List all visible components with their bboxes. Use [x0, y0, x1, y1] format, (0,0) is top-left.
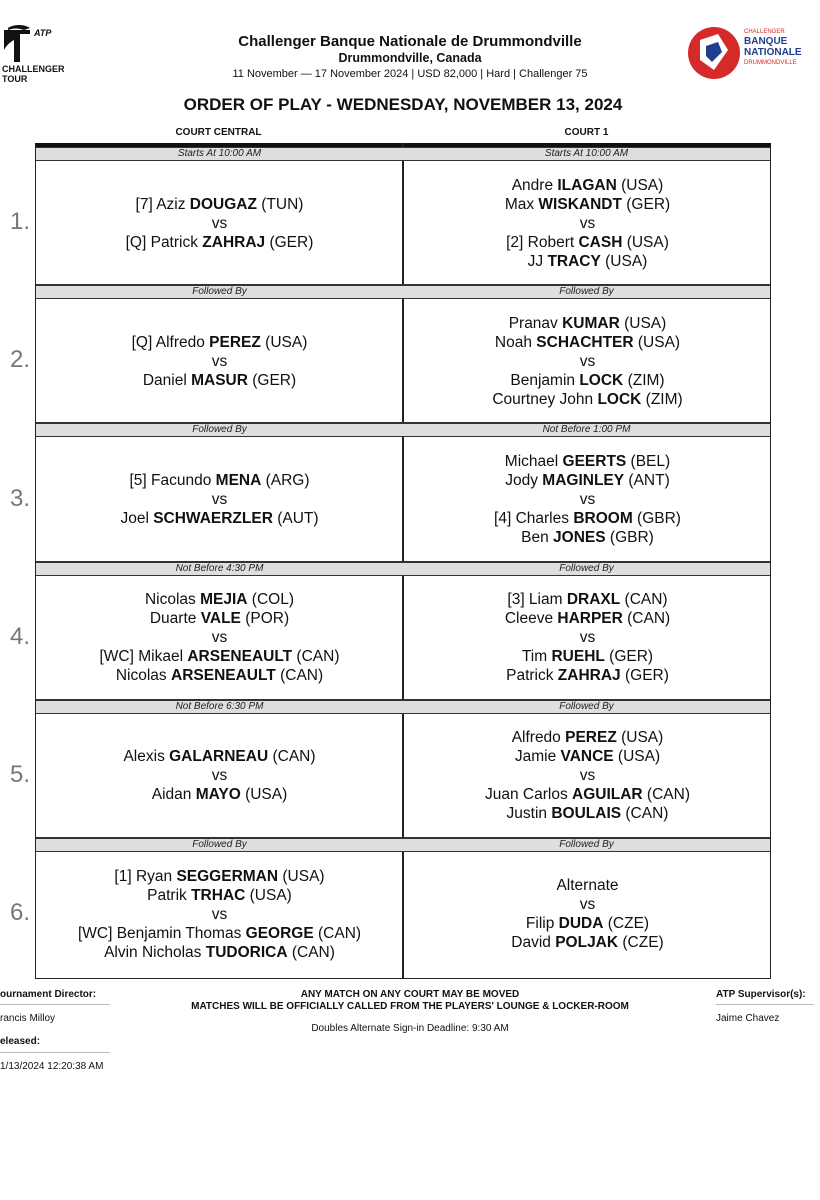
player-name: Daniel MASUR (GER) [142, 371, 297, 389]
time-bar [36, 838, 770, 852]
tournament-location: Drummondville, Canada [338, 51, 482, 65]
player-name: JJ TRACY (USA) [527, 252, 648, 270]
player-name: Michael GEERTS (BEL) [504, 452, 671, 470]
time-label: Followed By [192, 839, 247, 850]
player-name: Jody MAGINLEY (ANT) [505, 471, 670, 489]
match-court-central [36, 576, 403, 700]
logo-nationale-text: NATIONALE [744, 47, 802, 58]
player-name: [Q] Patrick ZAHRAJ (GER) [125, 233, 314, 251]
player-name: [7] Aziz DOUGAZ (TUN) [135, 195, 304, 213]
court-central-header: COURT CENTRAL [175, 127, 262, 138]
player-name: Nicolas ARSENEAULT (CAN) [115, 667, 324, 685]
player-name: [3] Liam DRAXL (CAN) [507, 591, 668, 609]
time-bar [36, 700, 770, 714]
match-court-1 [404, 852, 771, 976]
released-value: 1/13/2024 12:20:38 AM [0, 1061, 104, 1072]
player-name: Pranav KUMAR (USA) [508, 314, 667, 332]
match-court-1 [404, 299, 771, 423]
match-court-1 [404, 437, 771, 561]
player-name: Ben JONES (GBR) [521, 528, 654, 546]
supervisor-name: Jaime Chavez [716, 1013, 780, 1024]
notice-moved: ANY MATCH ON ANY COURT MAY BE MOVED [300, 989, 520, 1000]
time-label: Starts At 10:00 AM [177, 148, 262, 159]
court-1-header: COURT 1 [564, 127, 609, 138]
released-label: eleased: [0, 1036, 41, 1047]
player-name: [5] Facundo MENA (ARG) [129, 471, 310, 489]
row-number: 6. [10, 899, 31, 927]
time-label: Followed By [192, 286, 247, 298]
match-court-central [36, 437, 403, 561]
player-name: [2] Robert CASH (USA) [506, 233, 669, 251]
player-name: Alvin Nicholas TUDORICA (CAN) [104, 943, 335, 961]
doubles-deadline: Doubles Alternate Sign-in Deadline: 9:30 AM [311, 1023, 509, 1034]
player-name: Andre ILAGAN (USA) [511, 176, 664, 194]
released-rule [0, 1052, 110, 1053]
time-label: Not Before 6:30 PM [175, 700, 264, 712]
player-name: [4] Charles BROOM (GBR) [494, 509, 681, 527]
logo-drummondville-text: DRUMMONDVILLE [744, 60, 797, 66]
player-name: Alfredo PEREZ (USA) [511, 729, 664, 747]
player-name: Courtney John LOCK (ZIM) [492, 390, 683, 408]
match-court-1 [404, 714, 771, 838]
logo-challenger-text: CHALLENGER [744, 29, 785, 35]
order-of-play-title: ORDER OF PLAY - WEDNESDAY, NOVEMBER 13, 2024 [183, 95, 623, 114]
versus-label: vs [579, 629, 596, 647]
versus-label: vs [579, 214, 596, 232]
player-name: Jamie VANCE (USA) [514, 748, 661, 766]
player-name: Patrik TRHAC (USA) [147, 886, 292, 904]
versus-label: vs [211, 214, 228, 232]
player-name: David POLJAK (CZE) [511, 934, 664, 952]
banque-nationale-logo [688, 24, 816, 82]
versus-label: vs [579, 352, 596, 370]
time-label: Followed By [559, 700, 614, 712]
player-name: Joel SCHWAERZLER (AUT) [120, 509, 319, 527]
atp-challenger-tour-logo [0, 22, 70, 84]
tour-text: TOUR [2, 74, 28, 84]
player-name: Tim RUEHL (GER) [521, 648, 654, 666]
director-rule [0, 1004, 110, 1005]
time-label: Not Before 4:30 PM [175, 562, 264, 574]
director-name: rancis Milloy [0, 1013, 56, 1024]
versus-label: vs [211, 905, 228, 923]
player-name: Aidan MAYO (USA) [151, 786, 288, 804]
player-name: Patrick ZAHRAJ (GER) [506, 667, 669, 685]
time-label: Followed By [559, 839, 614, 850]
director-label: ournament Director: [0, 989, 97, 1000]
versus-label: vs [579, 490, 596, 508]
time-bar [36, 147, 770, 161]
supervisor-rule [716, 1004, 814, 1005]
supervisor-label: ATP Supervisor(s): [716, 989, 806, 1000]
player-name: [Q] Alfredo PEREZ (USA) [131, 333, 308, 351]
player-name: Justin BOULAIS (CAN) [506, 805, 669, 823]
player-name: [WC] Mikael ARSENEAULT (CAN) [99, 648, 340, 666]
player-name: Cleeve HARPER (CAN) [504, 610, 671, 628]
atp-brand-text: ATP [34, 28, 52, 38]
player-name: [1] Ryan SEGGERMAN (USA) [114, 867, 325, 885]
player-name: Filip DUDA (CZE) [525, 915, 650, 933]
challenger-text: CHALLENGER [2, 64, 65, 74]
match-court-1 [404, 576, 771, 700]
row-number: 5. [10, 760, 31, 788]
player-name: Nicolas MEJIA (COL) [144, 591, 294, 609]
row-number: 3. [10, 484, 31, 512]
player-name: Duarte VALE (POR) [149, 610, 290, 628]
logo-banque-text: BANQUE [744, 36, 788, 47]
versus-label: vs [211, 352, 228, 370]
time-label: Followed By [559, 286, 614, 298]
player-name: Max WISKANDT (GER) [504, 195, 671, 213]
tournament-info: 11 November — 17 November 2024 | USD 82,000 | Hard | Challenger 75 [232, 68, 588, 80]
match-court-central [36, 714, 403, 838]
time-bar [36, 423, 770, 437]
time-label: Followed By [559, 562, 614, 574]
time-label: Not Before 1:00 PM [542, 424, 631, 436]
match-court-central [36, 161, 403, 285]
versus-label: vs [211, 629, 228, 647]
match-court-1 [404, 161, 771, 285]
row-number: 1. [10, 208, 31, 236]
player-name: Alexis GALARNEAU (CAN) [123, 748, 316, 766]
versus-label: vs [579, 896, 596, 914]
time-bar [36, 562, 770, 576]
player-name: Benjamin LOCK (ZIM) [510, 371, 665, 389]
match-court-central [36, 852, 403, 976]
versus-label: vs [579, 767, 596, 785]
time-label: Starts At 10:00 AM [544, 148, 629, 159]
time-label: Followed By [192, 424, 247, 436]
match-court-central [36, 299, 403, 423]
player-name: Alternate [556, 877, 619, 895]
player-name: Juan Carlos AGUILAR (CAN) [485, 786, 690, 804]
row-number: 2. [10, 346, 31, 374]
versus-label: vs [211, 767, 228, 785]
versus-label: vs [211, 490, 228, 508]
player-name: [WC] Benjamin Thomas GEORGE (CAN) [77, 924, 362, 942]
time-bar [36, 285, 770, 299]
notice-called: MATCHES WILL BE OFFICIALLY CALLED FROM THE PLAYERS' LOUNGE & LOCKER-ROOM [191, 1001, 629, 1012]
row-number: 4. [10, 622, 31, 650]
player-name: Noah SCHACHTER (USA) [494, 333, 681, 351]
tournament-title: Challenger Banque Nationale de Drummondville [238, 33, 582, 50]
